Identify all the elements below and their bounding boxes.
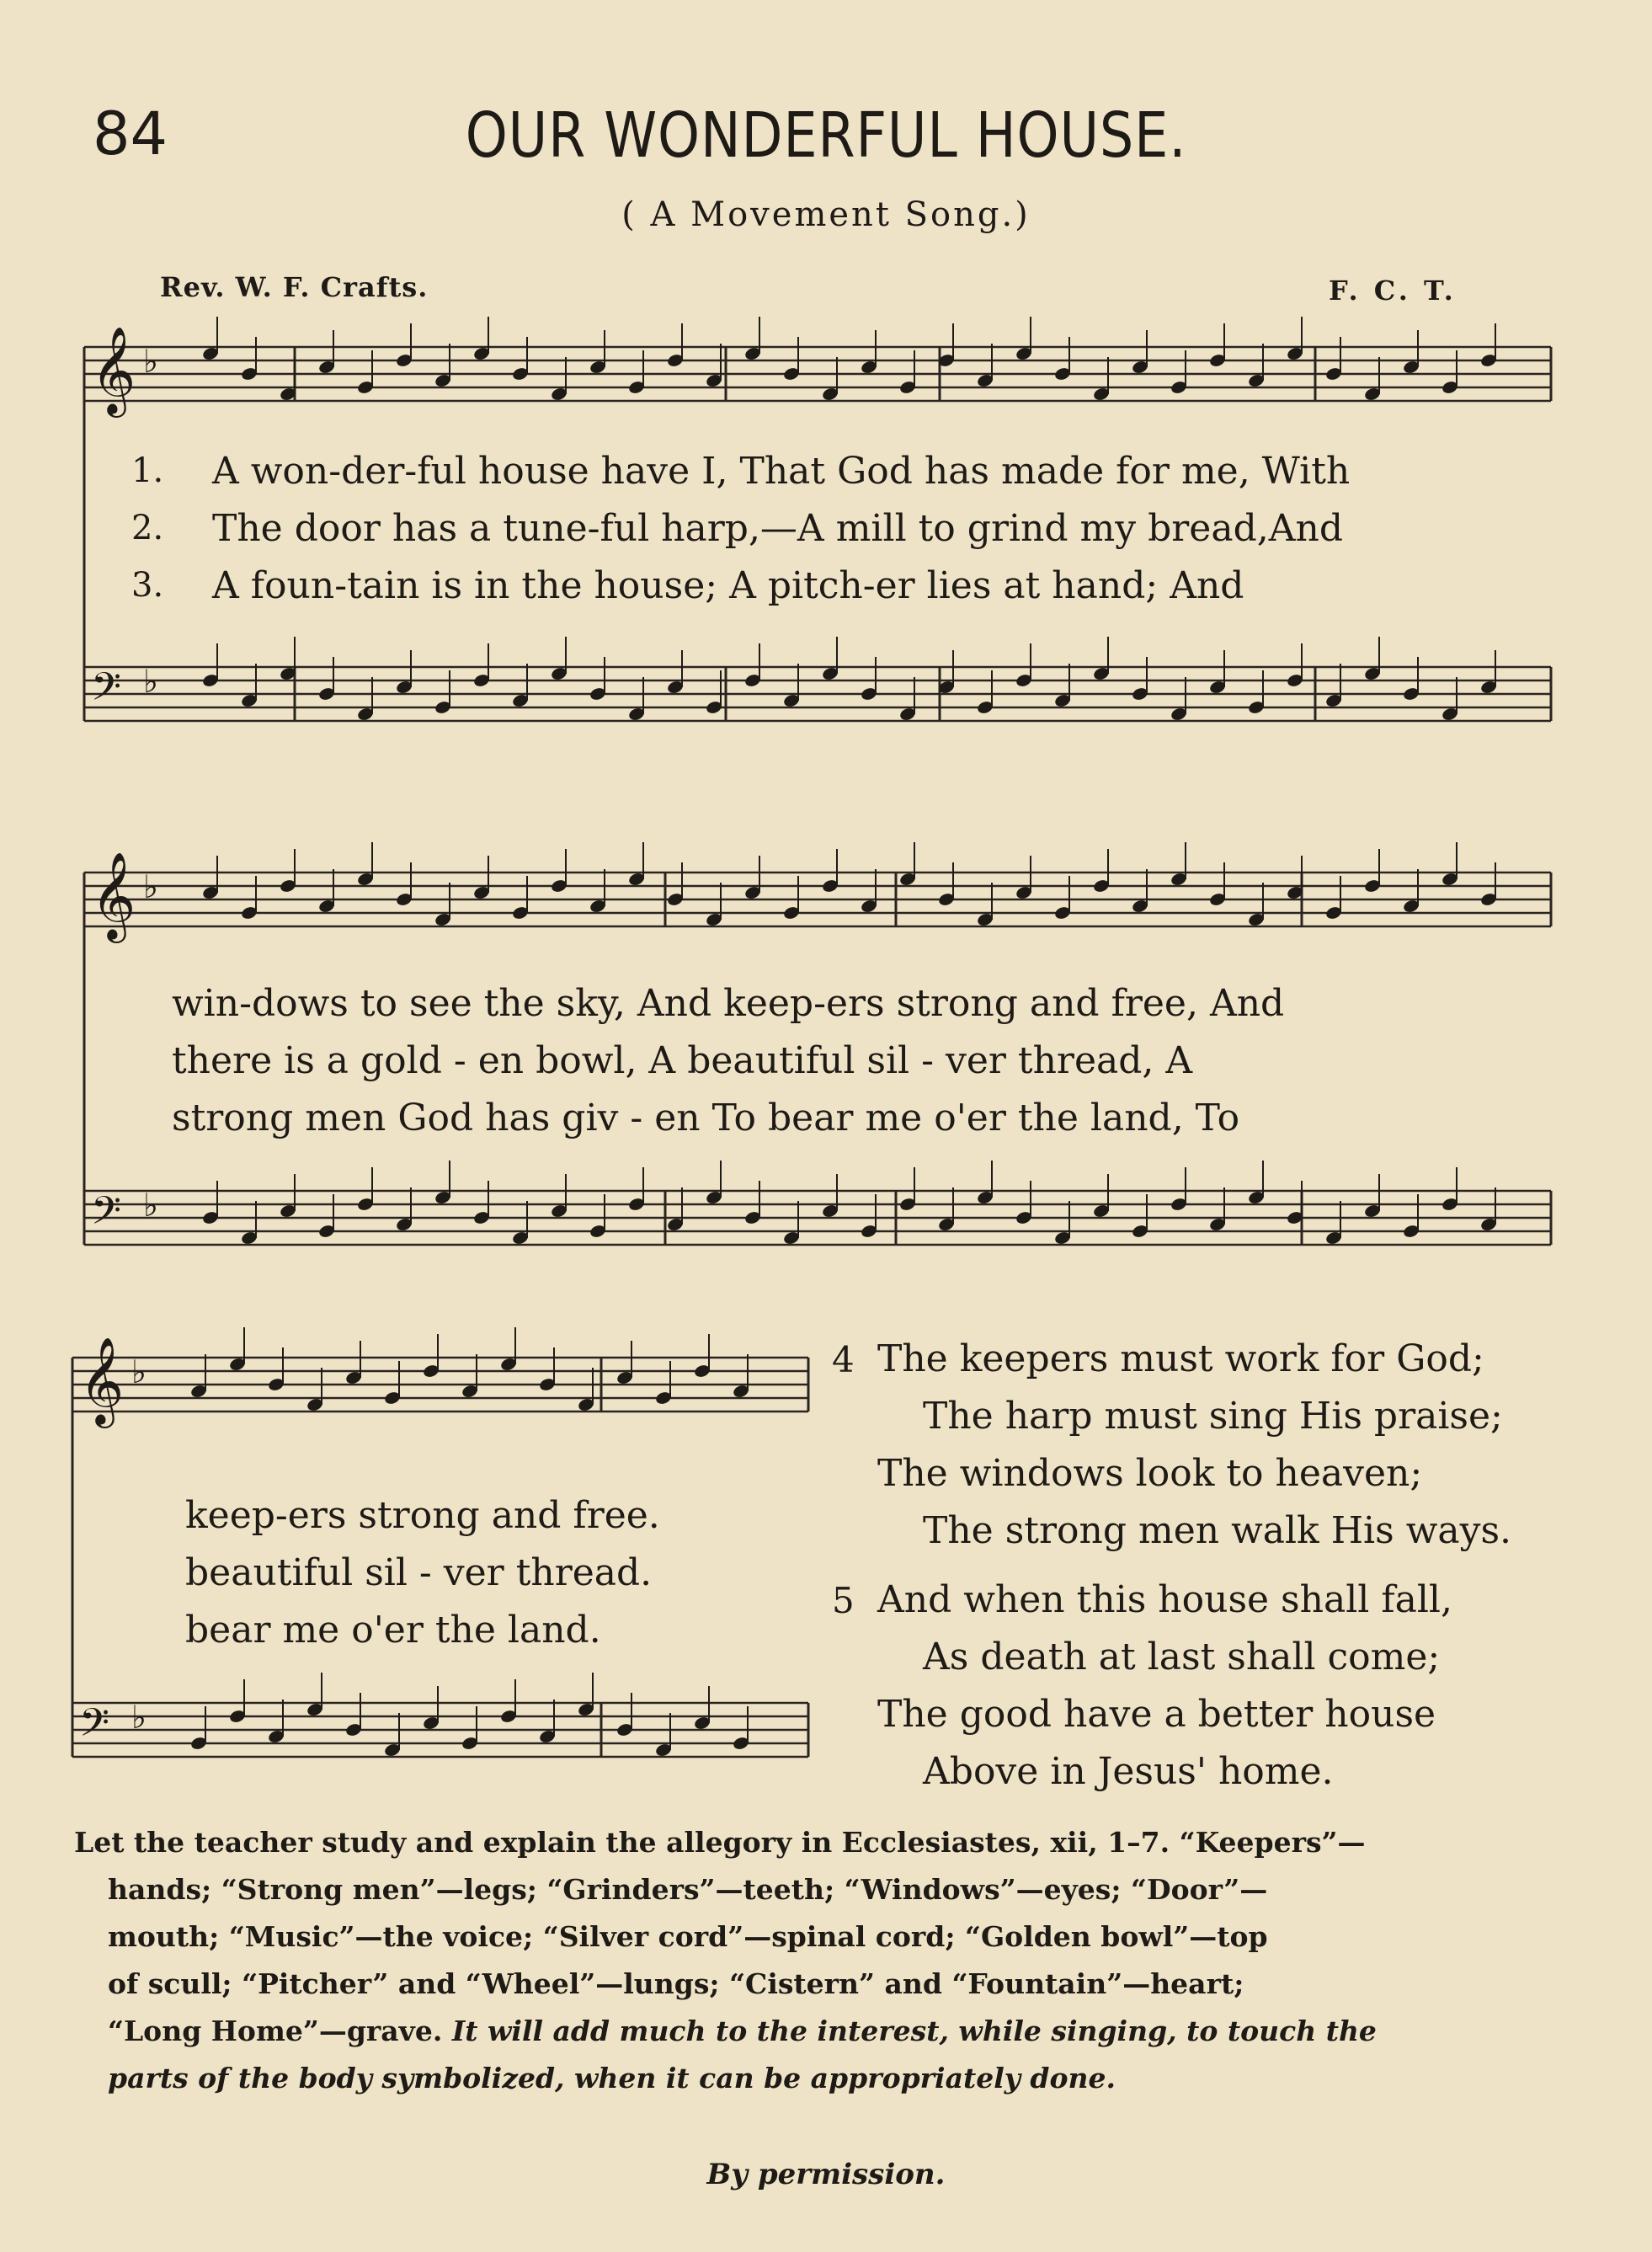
- lyric-line: The door has a tune-ful harp,—A mill to grind my bread,And: [212, 507, 1344, 550]
- page-number: 84: [93, 99, 168, 168]
- permission-note: By permission.: [706, 2158, 946, 2191]
- flat-sign: ♭: [143, 868, 158, 905]
- stanza-line: The windows look to heaven;: [877, 1452, 1423, 1495]
- lyric-line: bear me o'er the land.: [185, 1609, 601, 1652]
- stanza-line: The good have a better house: [877, 1693, 1436, 1736]
- bass-clef: 𝄢: [79, 1700, 110, 1755]
- footnote-line: of scull; “Pitcher” and “Wheel”—lungs; “Cistern” and “Fountain”—heart;: [108, 1967, 1244, 2000]
- footnote-line: hands; “Strong men”—legs; “Grinders”—teeth; “Windows”—eyes; “Door”—: [108, 1873, 1268, 1906]
- page-title: OUR WONDERFUL HOUSE.: [465, 99, 1187, 172]
- flat-sign: ♭: [143, 343, 158, 380]
- footnote-plain: “Long Home”—grave.: [108, 2015, 452, 2047]
- treble-clef: 𝄞: [91, 326, 136, 414]
- stanza-line: The keepers must work for God;: [877, 1337, 1484, 1380]
- flat-sign: ♭: [143, 663, 158, 700]
- footnote-line: Let the teacher study and explain the allegory in Ecclesiastes, xii, 1–7. “Keepers”—: [74, 1826, 1366, 1859]
- treble-clef: 𝄞: [91, 851, 136, 940]
- lyric-line: strong men God has giv - en To bear me o'er the land, To: [172, 1097, 1240, 1139]
- stanza-number: 4: [832, 1339, 855, 1380]
- verse-number-3: 3.: [131, 566, 164, 605]
- lyric-line: win-dows to see the sky, And keep-ers strong and free, And: [172, 982, 1285, 1025]
- flat-sign: ♭: [143, 1187, 158, 1224]
- stanza-line: The strong men walk His ways.: [923, 1509, 1512, 1552]
- footnote-italic: It will add much to the interest, while singing, to touch the: [451, 2015, 1377, 2047]
- author-credit: Rev. W. F. Crafts.: [160, 271, 429, 303]
- verse-number-1: 1.: [131, 451, 164, 490]
- footnote-line: mouth; “Music”—the voice; “Silver cord”—spinal cord; “Golden bowl”—top: [108, 1920, 1268, 1953]
- stanza-line: Above in Jesus' home.: [923, 1750, 1334, 1793]
- stanza-line: The harp must sing His praise;: [923, 1395, 1503, 1438]
- bass-clef: 𝄢: [91, 1188, 122, 1243]
- subtitle: ( A Movement Song.): [621, 195, 1031, 234]
- lyric-line: A foun-tain is in the house; A pitch-er lies at hand; And: [212, 564, 1244, 607]
- footnote: [74, 1819, 1556, 2102]
- lyric-line: A won-der-ful house have I, That God has made for me, With: [212, 450, 1351, 493]
- stanza-number: 5: [832, 1580, 855, 1621]
- flat-sign: ♭: [131, 1699, 147, 1736]
- treble-clef: 𝄞: [79, 1337, 125, 1425]
- footnote-line: parts of the body symbolized, when it can be appropriately done.: [108, 2062, 1116, 2095]
- lyric-line: keep-ers strong and free.: [185, 1494, 660, 1537]
- stanza-line: As death at last shall come;: [923, 1636, 1441, 1678]
- composer-credit: F. C. T.: [1329, 275, 1457, 307]
- bass-clef: 𝄢: [91, 664, 122, 719]
- flat-sign: ♭: [131, 1353, 147, 1390]
- verse-number-2: 2.: [131, 509, 164, 547]
- lyric-line: beautiful sil - ver thread.: [185, 1551, 653, 1594]
- stanza-line: And when this house shall fall,: [877, 1578, 1452, 1621]
- lyric-line: there is a gold - en bowl, A beautiful sil - ver thread, A: [172, 1039, 1193, 1082]
- footnote-line: [74, 2008, 1556, 2055]
